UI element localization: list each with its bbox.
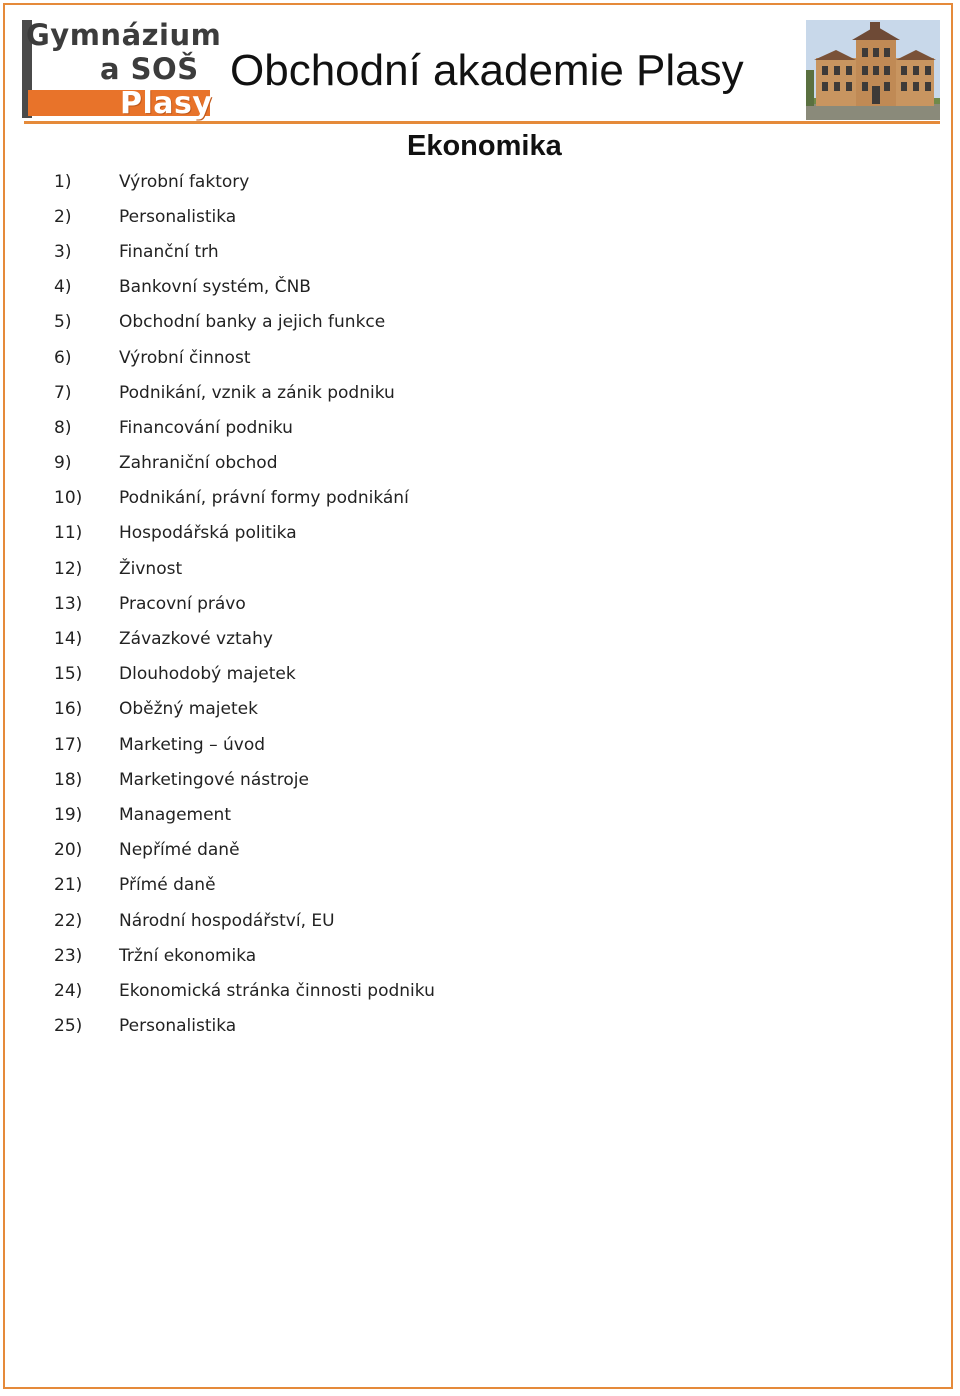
topic-item: [54, 410, 435, 445]
topic-number: 9): [54, 453, 72, 474]
topic-number: 5): [54, 312, 72, 333]
topic-label: Závazkové vztahy: [119, 629, 273, 650]
topic-number: 8): [54, 417, 72, 438]
topic-number: 16): [54, 699, 83, 720]
topic-number: 15): [54, 664, 83, 685]
topic-item: [54, 692, 435, 727]
topic-item: [54, 270, 435, 305]
topic-number: 24): [54, 980, 83, 1001]
topic-item: [54, 938, 435, 973]
topic-label: Marketing – úvod: [119, 734, 266, 755]
topic-label: Podnikání, vznik a zánik podniku: [119, 382, 395, 403]
topic-number: 12): [54, 558, 83, 579]
topic-label: Obchodní banky a jejich funkce: [119, 312, 386, 333]
topic-item: [54, 481, 435, 516]
topic-number: 10): [54, 488, 83, 509]
topic-item: [54, 973, 435, 1008]
topic-item: [54, 164, 435, 199]
header-divider: [24, 121, 940, 124]
topic-item: [54, 199, 435, 234]
topic-item: [54, 551, 435, 586]
topic-number: 18): [54, 769, 83, 790]
topic-label: Výrobní činnost: [119, 347, 251, 368]
topic-label: Pracovní právo: [119, 593, 246, 614]
topic-number: 23): [54, 945, 83, 966]
logo-text-line1: Gymnázium: [26, 18, 222, 52]
school-title: Obchodní akademie Plasy: [230, 46, 744, 95]
subject-title: Ekonomika: [407, 130, 562, 162]
topic-item: [54, 446, 435, 481]
topic-label: Bankovní systém, ČNB: [119, 277, 311, 298]
topic-number: 22): [54, 910, 83, 931]
topic-number: 25): [54, 1016, 83, 1037]
topic-item: [54, 833, 435, 868]
topic-label: Zahraniční obchod: [119, 453, 278, 474]
topic-item: [54, 1009, 435, 1044]
school-building-photo: [806, 20, 940, 120]
topic-number: 4): [54, 277, 72, 298]
topic-number: 3): [54, 241, 72, 262]
topic-number: 21): [54, 875, 83, 896]
topic-label: Podnikání, právní formy podnikání: [119, 488, 409, 509]
topic-item: [54, 586, 435, 621]
topic-number: 6): [54, 347, 72, 368]
topic-number: 11): [54, 523, 83, 544]
topic-label: Hospodářská politika: [119, 523, 297, 544]
topic-item: [54, 621, 435, 656]
topic-label: Tržní ekonomika: [119, 945, 257, 966]
topic-label: Živnost: [119, 558, 183, 579]
topic-label: Oběžný majetek: [119, 699, 258, 720]
topic-label: Finanční trh: [119, 241, 219, 262]
topic-label: Výrobní faktory: [119, 171, 250, 192]
topic-item: [54, 797, 435, 832]
topic-item: [54, 727, 435, 762]
logo-text-line3: Plasy: [120, 86, 213, 121]
topic-number: 13): [54, 593, 83, 614]
topic-list: [54, 164, 435, 1044]
topic-number: 20): [54, 840, 83, 861]
topic-item: [54, 903, 435, 938]
topic-label: Ekonomická stránka činnosti podniku: [119, 980, 435, 1001]
topic-label: Financování podniku: [119, 417, 293, 438]
topic-label: Personalistika: [119, 206, 237, 227]
topic-label: Přímé daně: [119, 875, 216, 896]
topic-label: Nepřímé daně: [119, 840, 240, 861]
topic-number: 7): [54, 382, 72, 403]
topic-item: [54, 375, 435, 410]
topic-item: [54, 762, 435, 797]
topic-label: Personalistika: [119, 1016, 237, 1037]
topic-item: [54, 657, 435, 692]
topic-item: [54, 868, 435, 903]
topic-item: [54, 516, 435, 551]
topic-item: [54, 305, 435, 340]
topic-number: 1): [54, 171, 72, 192]
topic-number: 2): [54, 206, 72, 227]
topic-label: Marketingové nástroje: [119, 769, 309, 790]
topic-item: [54, 340, 435, 375]
topic-label: Management: [119, 804, 231, 825]
topic-item: [54, 234, 435, 269]
school-logo: [22, 18, 222, 121]
topic-number: 19): [54, 804, 83, 825]
topic-label: Dlouhodobý majetek: [119, 664, 296, 685]
topic-number: 14): [54, 629, 83, 650]
topic-number: 17): [54, 734, 83, 755]
topic-label: Národní hospodářství, EU: [119, 910, 335, 931]
logo-text-line2: a SOŠ: [100, 52, 199, 86]
